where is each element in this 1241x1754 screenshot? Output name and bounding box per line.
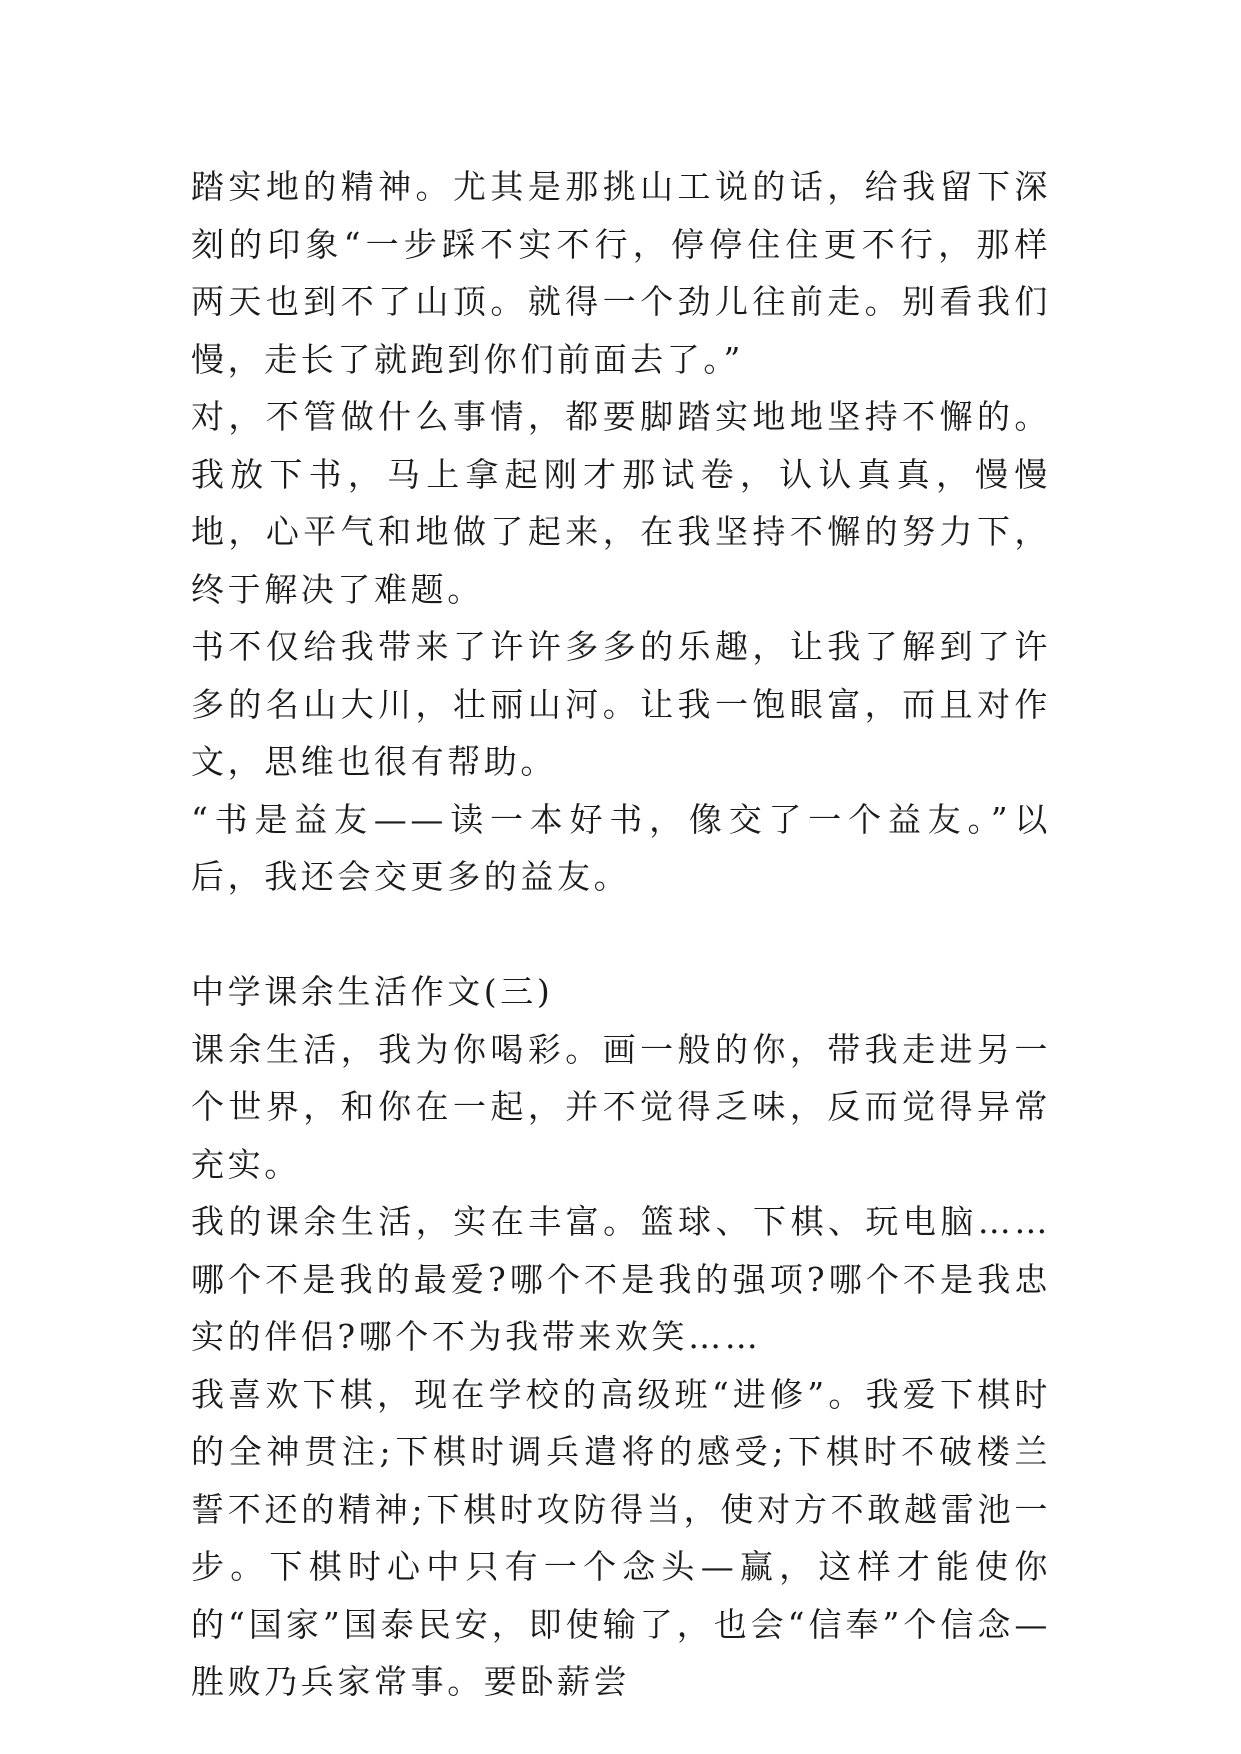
- paragraph: 书不仅给我带来了许许多多的乐趣，让我了解到了许多的名山大川，壮丽山河。让我一饱眼富，而且对作文，思维也很有帮助。: [191, 627, 1051, 781]
- paragraph: 踏实地的精神。尤其是那挑山工说的话，给我留下深刻的印象“一步踩不实不行，停停住住更不行，那样两天也到不了山顶。就得一个劲儿往前走。别看我们慢，走长了就跑到你们前面去了。”: [191, 167, 1051, 379]
- document-body: [191, 158, 1051, 1711]
- section-heading: 中学课余生活作文(三): [191, 972, 554, 1011]
- section-spacer: [191, 906, 1051, 964]
- paragraph: 课余生活，我为你喝彩。画一般的你，带我走进另一个世界，和你在一起，并不觉得乏味，反而觉得异常充实。: [191, 1029, 1051, 1184]
- paragraph: 对，不管做什么事情，都要脚踏实地地坚持不懈的。我放下书，马上拿起刚才那试卷，认认真真，慢慢地，心平气和地做了起来，在我坚持不懈的努力下，终于解决了难题。: [191, 397, 1051, 609]
- paragraph: 我的课余生活，实在丰富。篮球、下棋、玩电脑……哪个不是我的最爱?哪个不是我的强项?哪个不是我忠实的伴侣?哪个不为我带来欢笑……: [191, 1202, 1051, 1356]
- paragraph: 我喜欢下棋，现在学校的高级班“进修”。我爱下棋时的全神贯注;下棋时调兵遣将的感受;下棋时不破楼兰誓不还的精神;下棋时攻防得当，使对方不敢越雷池一步。下棋时心中只有一个念头—赢，这样才能使你的“国家”国泰民安，即使输了，也会“信奉”个信念—胜败乃兵家常事。要卧薪尝: [191, 1374, 1051, 1701]
- paragraph: “书是益友——读一本好书，像交了一个益友。”以后，我还会交更多的益友。: [191, 799, 1051, 896]
